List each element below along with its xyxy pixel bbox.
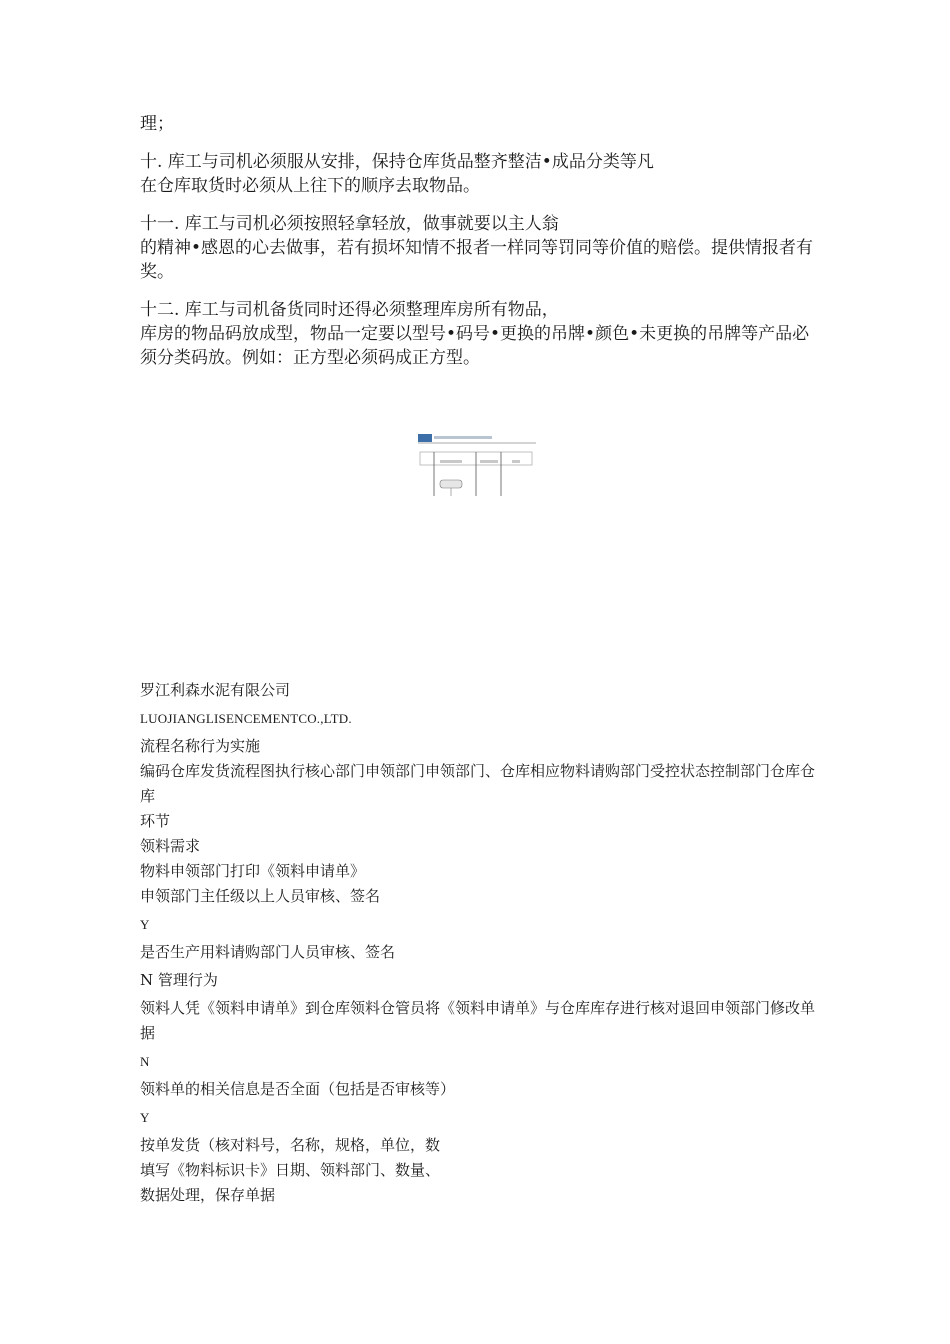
thumbnail-logo xyxy=(418,434,432,442)
rule-10-line-2: 在仓库取货时必须从上往下的顺序去取物品。 xyxy=(140,176,480,196)
flowchart-thumbnail-image xyxy=(418,434,538,496)
rule-10 xyxy=(140,150,820,198)
flow-line-13: Y xyxy=(140,1110,150,1125)
flow-line-14: 按单发货（核对料号，名称，规格，单位，数 xyxy=(140,1136,441,1154)
rule-tail xyxy=(140,112,820,136)
flow-line-16: 数据处理，保存单据 xyxy=(140,1186,276,1204)
flow-line-9: N 管理行为 xyxy=(140,971,218,989)
thumbnail-cell-2 xyxy=(480,460,498,463)
flow-line-5: 物料申领部门打印《领料申请单》 xyxy=(140,862,366,880)
flow-line-2: 编码仓库发货流程图执行核心部门申领部门申领部门、仓库相应物料请购部门受控状态控制部门仓库仓库 xyxy=(140,762,816,805)
flow-line-4: 领料需求 xyxy=(140,837,201,855)
rule-12 xyxy=(140,298,820,370)
thumbnail-flow-node xyxy=(440,480,462,488)
flow-line-10: 领料人凭《领料申请单》到仓库领料仓管员将《领料申请单》与仓库库存进行核对退回申领部门修改单据 xyxy=(140,999,816,1042)
flow-line-1: 流程名称行为实施 xyxy=(140,737,261,755)
flow-line-7: Y xyxy=(140,917,150,932)
flow-document xyxy=(140,678,820,1208)
rule-10-line-1: 十. 库工与司机必须服从安排，保持仓库货品整齐整洁•成品分类等凡 xyxy=(140,152,654,172)
thumbnail-cell-3 xyxy=(512,460,520,463)
thumbnail-cell-1 xyxy=(440,460,462,463)
rule-12-line-1: 十二. 库工与司机备货同时还得必须整理库房所有物品， xyxy=(140,300,559,320)
flow-line-6: 申领部门主任级以上人员审核、签名 xyxy=(140,887,381,905)
thumbnail-header-text xyxy=(434,436,492,439)
rule-12-line-2: 库房的物品码放成型，物品一定要以型号•码号•更换的吊牌•颜色•未更换的吊牌等产品必须分类码放。例如：正方型必须码成正方型。 xyxy=(140,324,810,368)
flow-line-3: 环节 xyxy=(140,812,171,830)
flow-line-8: 是否生产用料请购部门人员审核、签名 xyxy=(140,943,396,961)
rule-tail-text: 理； xyxy=(140,114,174,134)
flow-line-12: 领料单的相关信息是否全面（包括是否审核等） xyxy=(140,1080,456,1098)
company-name-cn: 罗江利森水泥有限公司 xyxy=(140,681,291,699)
rule-11 xyxy=(140,212,820,284)
warehouse-rules xyxy=(140,112,820,384)
flow-line-15: 填写《物料标识卡》日期、领料部门、数量、 xyxy=(140,1161,441,1179)
rule-11-line-2: 的精神•感恩的心去做事，若有损坏知情不报者一样同等罚同等价值的赔偿。提供情报者有奖。 xyxy=(140,238,814,282)
flow-line-11: N xyxy=(140,1054,150,1069)
company-name-en: LUOJIANGLISENCEMENTCO.,LTD. xyxy=(140,711,352,726)
rule-11-line-1: 十一. 库工与司机必须按照轻拿轻放，做事就要以主人翁 xyxy=(140,214,559,234)
